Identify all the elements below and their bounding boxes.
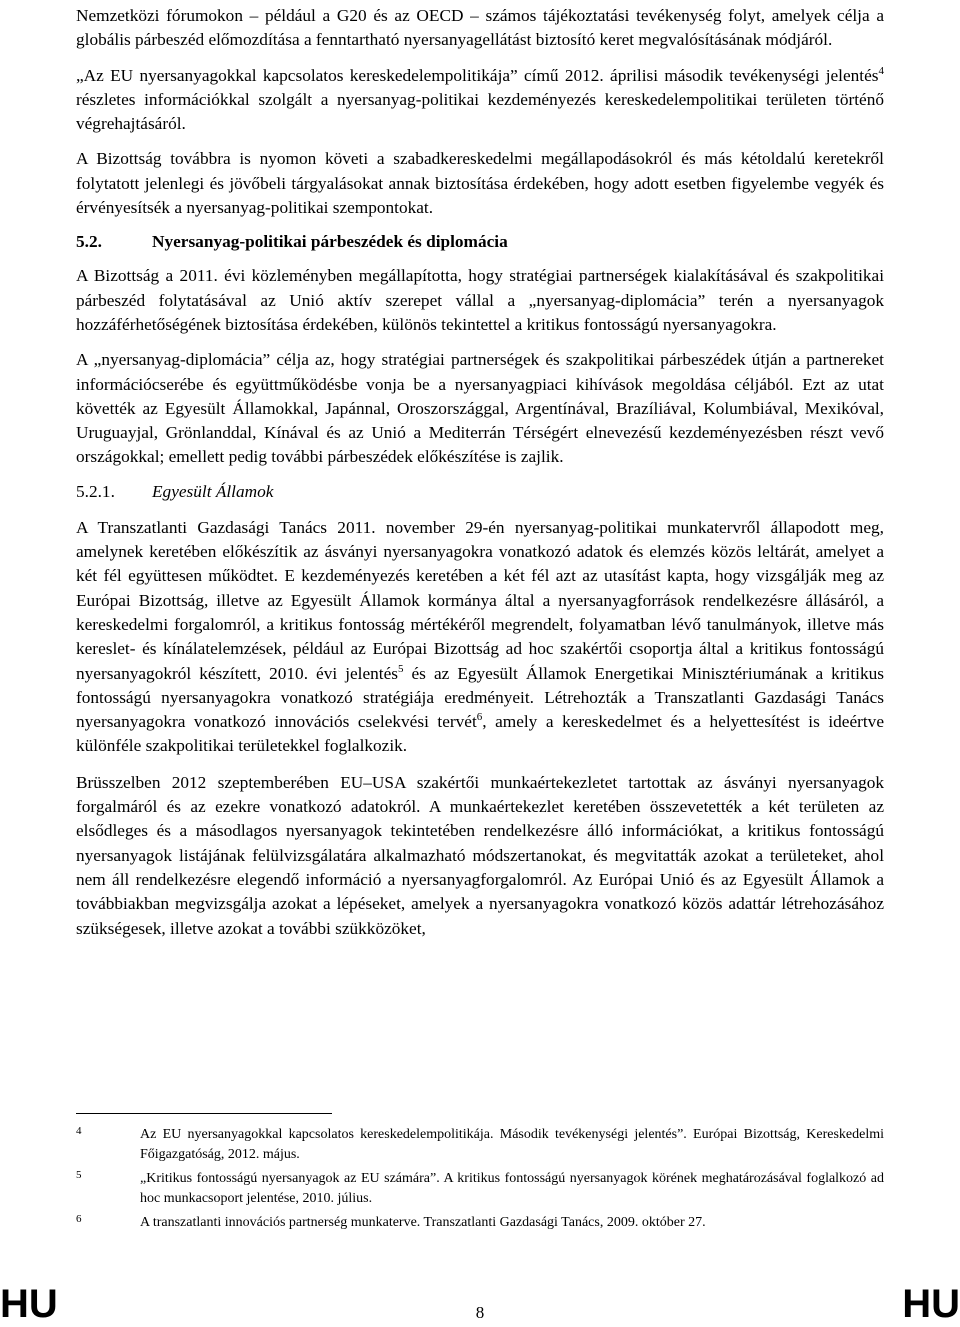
paragraph-activity-report bbox=[76, 64, 884, 137]
subsection-title: Egyesült Államok bbox=[152, 481, 274, 501]
paragraph-tec-text-b: és az Egyesült Államok Energetikai Minisztériumának a kritikus fontosságú nyersanyagokra vonatkozó stratégiája eredményeit. Létrehozták a Transzatlanti Gazdasági Tanács nyersanyagokra vonatkozó innovációs cselekvési tervét bbox=[76, 663, 884, 732]
footnote-separator bbox=[76, 1113, 332, 1114]
footnote-mark: 6 bbox=[76, 1213, 82, 1225]
footer-language-left: HU bbox=[0, 1282, 58, 1326]
footnote-text: Az EU nyersanyagokkal kapcsolatos kereskedelempolitikája. Második tevékenységi jelentés”. Európai Bizottság, Kereskedelmi Főigazgatóság, 2012. május. bbox=[140, 1127, 884, 1162]
section-heading-5-2-1 bbox=[76, 480, 884, 504]
footnote-text: „Kritikus fontosságú nyersanyagok az EU számára”. A kritikus fontosságú nyersanyagok körének meghatározásával foglalkozó ad hoc munkacsoport jelentése, 2010. július. bbox=[140, 1171, 884, 1206]
section-heading-5-2 bbox=[76, 230, 884, 254]
footnote-ref-6[interactable]: 6 bbox=[476, 711, 483, 724]
paragraph-activity-report-text-b: részletes információkkal szolgált a nyersanyag-politikai kezdeményezés kereskedelempolitikai területen történő végrehajtásáról. bbox=[76, 89, 884, 134]
footnote-item bbox=[76, 1125, 884, 1165]
footnote-ref-5[interactable]: 5 bbox=[397, 662, 404, 675]
footnotes bbox=[76, 1125, 884, 1237]
footnote-mark: 5 bbox=[76, 1169, 82, 1181]
paragraph-brussels-workshop: Brüsszelben 2012 szeptemberében EU–USA szakértői munkaértekezletet tartottak az ásványi nyersanyagok forgalmáról és az ezekre vonatkozó adatokról. A munkaértekezlet keretében összevetették a két területen az elsődleges és a másodlagos nyersanyagok tekintetében rendelkezésre álló információkat, a kritikus fontosságú nyersanyagok listájának felülvizsgálatára alkalmazható módszertanokat, és megvitatták azokat a területeket, ahol nem áll rendelkezésre elegendő információ a nyersanyagforgalomról. Az Európai Unió és az Egyesült Államok a továbbiakban megvizsgálja azokat a lépéseket, amelyek a nyersanyagokra vonatkozó közös adattár létrehozásához szükségesek, illetve azokat a további szükközöket, bbox=[76, 772, 884, 938]
section-number: 5.2. bbox=[76, 232, 102, 252]
paragraph-forums: Nemzetközi fórumokon – például a G20 és az OECD – számos tájékoztatási tevékenység folyt, amelyek célja a globális párbeszéd előmozdítása a fenntartható nyersanyagellátást biztosító keret megvalósításának módjáról. bbox=[76, 6, 884, 50]
footnote-text: A transzatlanti innovációs partnerség munkaterve. Transzatlanti Gazdasági Tanács, 2009. október 27. bbox=[140, 1215, 706, 1230]
footer-language-right: HU bbox=[902, 1282, 960, 1326]
paragraph-raw-materials-diplomacy: A „nyersanyag-diplomácia” célja az, hogy stratégiai partnerségek és szakpolitikai párbeszédek útján a partnereket információcserébe és együttműködésbe vonja be a nyersanyagpiaci kihívások megoldása céljából. Ezt az utat követték az Egyesült Államokkal, Japánnal, Oroszországgal, Argentínával, Brazíliával, Kolumbiával, Mexikóval, Uruguayjal, Grönlanddal, Kínával és az Unió a Mediterrán Térségért elnevezésű kezdeményezésben részt vevő országokkal; emellett pedig további párbeszédek előkészítése is zajlik. bbox=[76, 350, 884, 467]
paragraph-activity-report-text-a: „Az EU nyersanyagokkal kapcsolatos kereskedelempolitikája” című 2012. áprilisi második tevékenységi jelentés bbox=[76, 65, 879, 85]
document-page bbox=[76, 0, 884, 941]
subsection-number: 5.2.1. bbox=[76, 481, 115, 501]
paragraph-transatlantic-council bbox=[76, 516, 884, 759]
footnote-item bbox=[76, 1213, 884, 1233]
paragraph-tec-text-a: A Transzatlanti Gazdasági Tanács 2011. november 29-én nyersanyag-politikai munkatervről állapodott meg, amelynek keretében előkészítik az ásványi nyersanyagokra vonatkozó adatok és elemzés közös leltárát, amelyet a két fél együttesen működtet. E kezdeményezés keretében a két fél azt az utasítást kapta, hogy vizsgálják meg az Európai Bizottság, illetve az Egyesült Államok kormánya által a nyersanyagforrások rendelkezésre állásáról, a kereskedelmi forgalomról, a kritikus fontosság mértékéről megrendelt, folyamatban lévő tanulmányok, illetve más kereslet- és kínálatelemzések, például az Európai Bizottság ad hoc szakértői csoportja által a kritikus fontosságú nyersanyagokról készített, 2010. évi jelentés bbox=[76, 517, 884, 683]
section-title: Nyersanyag-politikai párbeszédek és diplomácia bbox=[152, 232, 508, 252]
paragraph-monitoring: A Bizottság továbbra is nyomon követi a szabadkereskedelmi megállapodásokról és más kétoldalú keretekről folytatott jelenlegi és jövőbeli tárgyalásokat annak biztosítása érdekében, hogy adott esetben figyelembe vegyék és érvényesítsék a nyersanyag-politikai szempontokat. bbox=[76, 149, 884, 218]
paragraph-tec-text-c: , amely a kereskedelmet és a helyettesítést is ideértve különféle szakpolitikai területekkel foglalkozik. bbox=[76, 712, 884, 756]
footnote-mark: 4 bbox=[76, 1125, 82, 1137]
footnote-item bbox=[76, 1169, 884, 1209]
page-number: 8 bbox=[475, 1303, 485, 1322]
footnote-ref-4[interactable]: 4 bbox=[878, 64, 884, 77]
paragraph-commission-2011: A Bizottság a 2011. évi közleményben megállapította, hogy stratégiai partnerségek kialakításával és szakpolitikai párbeszéd folytatásával az Unió aktív szerepet vállal a „nyersanyag-diplomácia” terén a nyersanyagok hozzáférhetőségének biztosítása érdekében, különös tekintettel a kritikus fontosságú nyersanyagokra. bbox=[76, 266, 884, 334]
